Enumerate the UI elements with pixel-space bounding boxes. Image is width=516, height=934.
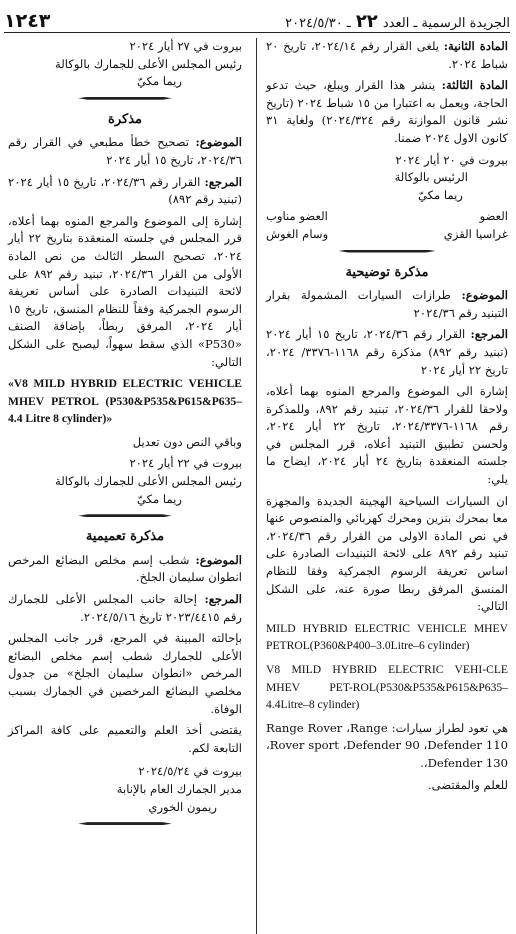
page-number: ١٢٤٣ [4,10,51,32]
top-place-date: بيروت في ٢٧ أيار ٢٠٢٤ [129,39,242,53]
page-header [4,6,510,33]
top-signatory-title: رئيس المجلس الأعلى للجمارك بالوكالة [55,56,242,71]
mid-signatory-title: رئيس المجلس الأعلى للجمارك بالوكالة [55,474,242,489]
memo-vehicle-spec: «V8 MILD HYBRID ELECTRIC VEHICLE MHEV PETROL (P530&P535&P615&P635–4.4 Litre 8 cylinder)» [8,377,242,426]
article-3-label: المادة الثالثة: [441,78,508,93]
note-body-1: إشارة الى الموضوع والمرجع المنوه بهما أعلاه، ولاحقا للقرار ٢٠٢٤/٣٦، تبنيد رقم ٨٩٢، وللمذكرة رقم ١١٦٨-٢٠٢٤/٣٣٧٦، تاريخ ٢٢ أيار ٢٠٢٤، ولحسن تطبيق التبنيد أعلاه، قرر المجلس في جلسته المنعقدة بتاريخ ٢٤ أيار ٢٠٢٤، ايضاح ما يلي: [266,384,509,487]
section-separator [8,93,242,103]
top-signature: ريما مكيّ [136,74,182,89]
note-reference-text: القرار رقم ٢٠٢٤/٣٦، تاريخ ١٥ أيار ٢٠٢٤ (تبنيد رقم ٨٩٢) مذكرة رقم ١١٦٨-٣٣٧٦/ ٢٠٢٤، تاريخ ٢٢ أيار ٢٠٢٤ [266,327,508,377]
section-separator [8,510,242,520]
member1-name: وسام الغوش [266,226,329,241]
circular-reference-text: إحالة جانب المجلس الأعلى للجمارك رقم ٢٠٢٣/٤٤١٥ تاريخ ٢٠٢٤/٥/١٦. [8,592,242,624]
right-column [266,38,508,798]
article-2-text: يلغى القرار رقم ٢٠٢٤/١٤، تاريخ ٢٠ شباط ٢٠٢٤. [266,39,508,71]
memo-heading: مذكرة [108,111,142,127]
note-subject-label: الموضوع: [461,288,509,303]
note-reference [266,326,508,379]
note-closing: للعلم والمقتضى. [427,777,508,792]
circular-signature: ريمون الخوري [148,799,217,814]
note-body-2: ان السيارات السياحية الهجينة الجديدة والمجهزة معا بمحرك بنزين ومحرك كهربائي والمنصوص عنها في نص المادة الاولى من القرار رقم ٢٠٢٤/٣٦، تبنيد رقم ٨٩٢ على لائحة التبنيدات الصادرة على اساس تعريفة الرسوم الجمركية وفقا للنظام المنسق المرفق ربطا صورة عنه، على الشكل التالي: [266,493,508,614]
circular-heading: مذكرة تعميمية [85,529,165,545]
article-2-label: المادة الثانية: [443,39,508,53]
circular-body: بإحالته المبينة في المرجع، قرر جانب المجلس الأعلى للجمارك شطب إسم مخلص البضائع المرخص «انطوان سليمان الجلخ» من جدول مخلصي البضائع المرخصين في الجمارك بسبب الوفاة. [8,631,242,716]
header-title: الجريدة الرسمية ـ العدد [382,16,510,31]
memo-subject [8,134,242,169]
memo-reference-text: القرار رقم ٢٠٢٤/٣٦، تاريخ ١٥ أيار ٢٠٢٤ (تبنيد رقم ٨٩٢) [8,174,242,207]
mid-signature: ريما مكيّ [136,491,182,506]
explanatory-note-heading: مذكرة توضيحية [345,264,429,280]
member1-title: العضو مناوب [266,209,328,224]
member2-title: العضو [479,209,508,224]
models-list: هي تعود لطراز سيارات: Range Rover ،Range ،Rover sport ،Defender 90 ،Defender 110 ،Defender 130. [266,720,509,770]
circular-body-2: يقتضى أخذ العلم والتعميم على كافة المراكز التابعة لكم. [8,723,242,755]
section-separator [266,246,508,256]
mid-place-date: بيروت في ٢٢ أيار ٢٠٢٤ [129,456,242,471]
members-titles [266,208,508,226]
column-divider [256,38,257,934]
circular-signatory-title: مدير الجمارك العام بالإنابة [116,781,242,796]
issue-date: ـ ٢٠٢٤/٥/٣٠ [285,16,351,31]
president-title: الرئيس بالوكالة [394,170,468,185]
vehicle-spec-1: MILD HYBRID ELECTRIC VEHICLE MHEV PETROL(P360&P400–3.0Litre–6 cylinder) [266,621,508,653]
circular-place-date: بيروت في ٢٠٢٤/٥/٢٤ [138,764,242,779]
memo-subject-text: تصحيح خطأ مطبعي في القرار رقم ٢٠٢٤/٣٦، تاريخ ١٥ أيار ٢٠٢٤ [8,135,242,167]
section-separator [8,818,242,828]
issue-number: ٢٢ [355,11,378,32]
article-3-text: ينشر هذا القرار ويبلغ، حيث تدعو الحاجة، ويعمل به اعتبارا من ١٥ شباط ٢٠٢٤ (تاريخ نشر قانون الموازنة رقم ٢٠٢٤/٣٢٤) ولغاية ٣١ كانون الاول ٢٠٢٤ ضمنا. [266,78,509,145]
decision-place-date: بيروت في ٢٠ أيار ٢٠٢٤ [395,152,508,167]
circular-subject-text: شطب إسم مخلص البضائع المرخص انطوان سليمان الجلخ. [8,552,242,585]
memo-reference [8,174,242,209]
memo-reference-label: المرجع: [204,174,242,189]
article-2 [266,38,508,73]
left-column [8,38,242,836]
member2-name: غراسيا القزي [443,226,508,241]
header-title-group [285,11,510,32]
memo-subject-label: الموضوع: [195,135,242,150]
president-signature: ريما مكيّ [417,187,463,202]
note-reference-label: المرجع: [470,327,508,342]
circular-subject [8,552,242,587]
note-subject-text: طرازات السيارات المشمولة بقرار التبنيد رقم ٢٠٢٤/٣٦ [266,288,508,320]
vehicle-spec-2: V8 MILD HYBRID ELECTRIC VEHI-CLE MHEV PET-ROL(P530&P535&P615&P635–4.4Litre–8 cylinder) [266,663,508,712]
memo-body: إشارة إلى الموضوع والمرجع المنوه بهما أعلاه، قرر المجلس في جلسته المنعقدة بتاريخ ٢٢ أيار ٢٠٢٤، تصحيح السطر الثالث من نص المادة الأولى من القرار ٢٠٢٤/٣٦، تبنيد رقم ٨٩٢ على لائحة التبنيدات الصادرة على أساس تعريفة الرسوم الجمركية وفقاً للنظام المنسق، تاريخ ١٥ أيار ٢٠٢٤، المرفق ربطاً، بإضافة الصنف «P530» الذي سقط سهواً، ليصبح على الشكل التالي: [8,213,243,369]
note-subject [266,287,508,322]
memo-rest-unchanged: وباقي النص دون تعديل [132,434,242,449]
circular-reference [8,591,242,626]
circular-subject-label: الموضوع: [195,552,242,567]
members-names [266,226,508,244]
article-3 [266,77,508,147]
circular-reference-label: المرجع: [204,592,242,607]
